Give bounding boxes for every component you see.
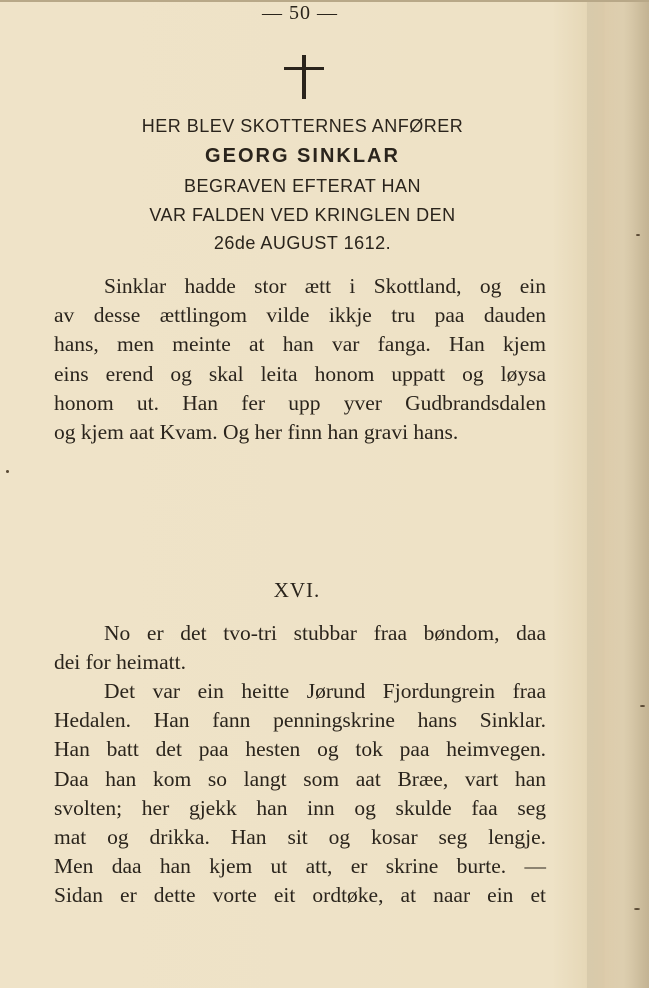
text-line: honom ut. Han fer upp yver Gudbrandsdalen (54, 390, 546, 415)
epitaph-date: 26de AUGUST 1612. (213, 233, 392, 253)
epitaph-line-3: BEGRAVEN EFTERAT HAN (183, 176, 422, 196)
paragraph-jorund (54, 677, 546, 911)
paper-speck (634, 908, 640, 910)
paper-speck (636, 234, 640, 236)
epitaph-line-4: VAR FALDEN VED KRINGLEN DEN (149, 205, 456, 225)
text-line: av desse ættlingom vilde ikkje tru paa dauden (54, 303, 546, 328)
page-number: — 50 — (262, 2, 338, 24)
text-line: svolten; her gjekk han inn og skulde faa seg (54, 795, 546, 820)
paragraph-sinklar-descendant (54, 272, 546, 447)
text-line: eins erend og skal leita honom uppatt og løysa (54, 361, 546, 386)
text-line: Han batt det paa hesten og tok paa heimvegen. (54, 737, 546, 762)
text-line: og kjem aat Kvam. Og her finn han gravi hans. (54, 420, 459, 445)
text-line: dei for heimatt. (54, 650, 186, 675)
paragraph-intro (54, 619, 546, 677)
epitaph-name: GEORG SINKLAR (205, 145, 400, 167)
text-line: Daa han kom so langt som aat Bræe, vart han (54, 766, 546, 791)
epitaph-line-1: HER BLEV SKOTTERNES ANFØRER (141, 116, 464, 136)
text-line: hans, men meinte at han var fanga. Han kjem (54, 332, 546, 357)
section-heading: XVI. (273, 578, 321, 602)
text-line: Men daa han kjem ut att, er skrine burte. — (54, 854, 546, 879)
text-line: Sidan er dette vorte eit ordtøke, at naar ein et (54, 883, 546, 908)
paper-speck (640, 705, 645, 707)
text-line: No er det tvo-tri stubbar fraa bøndom, daa (104, 621, 546, 645)
text-line: Hedalen. Han fann penningskrine hans Sinklar. (54, 708, 546, 733)
text-line: Sinklar hadde stor ætt i Skottland, og ein (104, 274, 546, 298)
text-line: mat og drikka. Han sit og kosar seg lengje. (54, 825, 546, 850)
text-line: Det var ein heitte Jørund Fjordungrein fraa (104, 679, 546, 703)
paper-speck (6, 470, 9, 473)
cross-icon (284, 55, 324, 99)
